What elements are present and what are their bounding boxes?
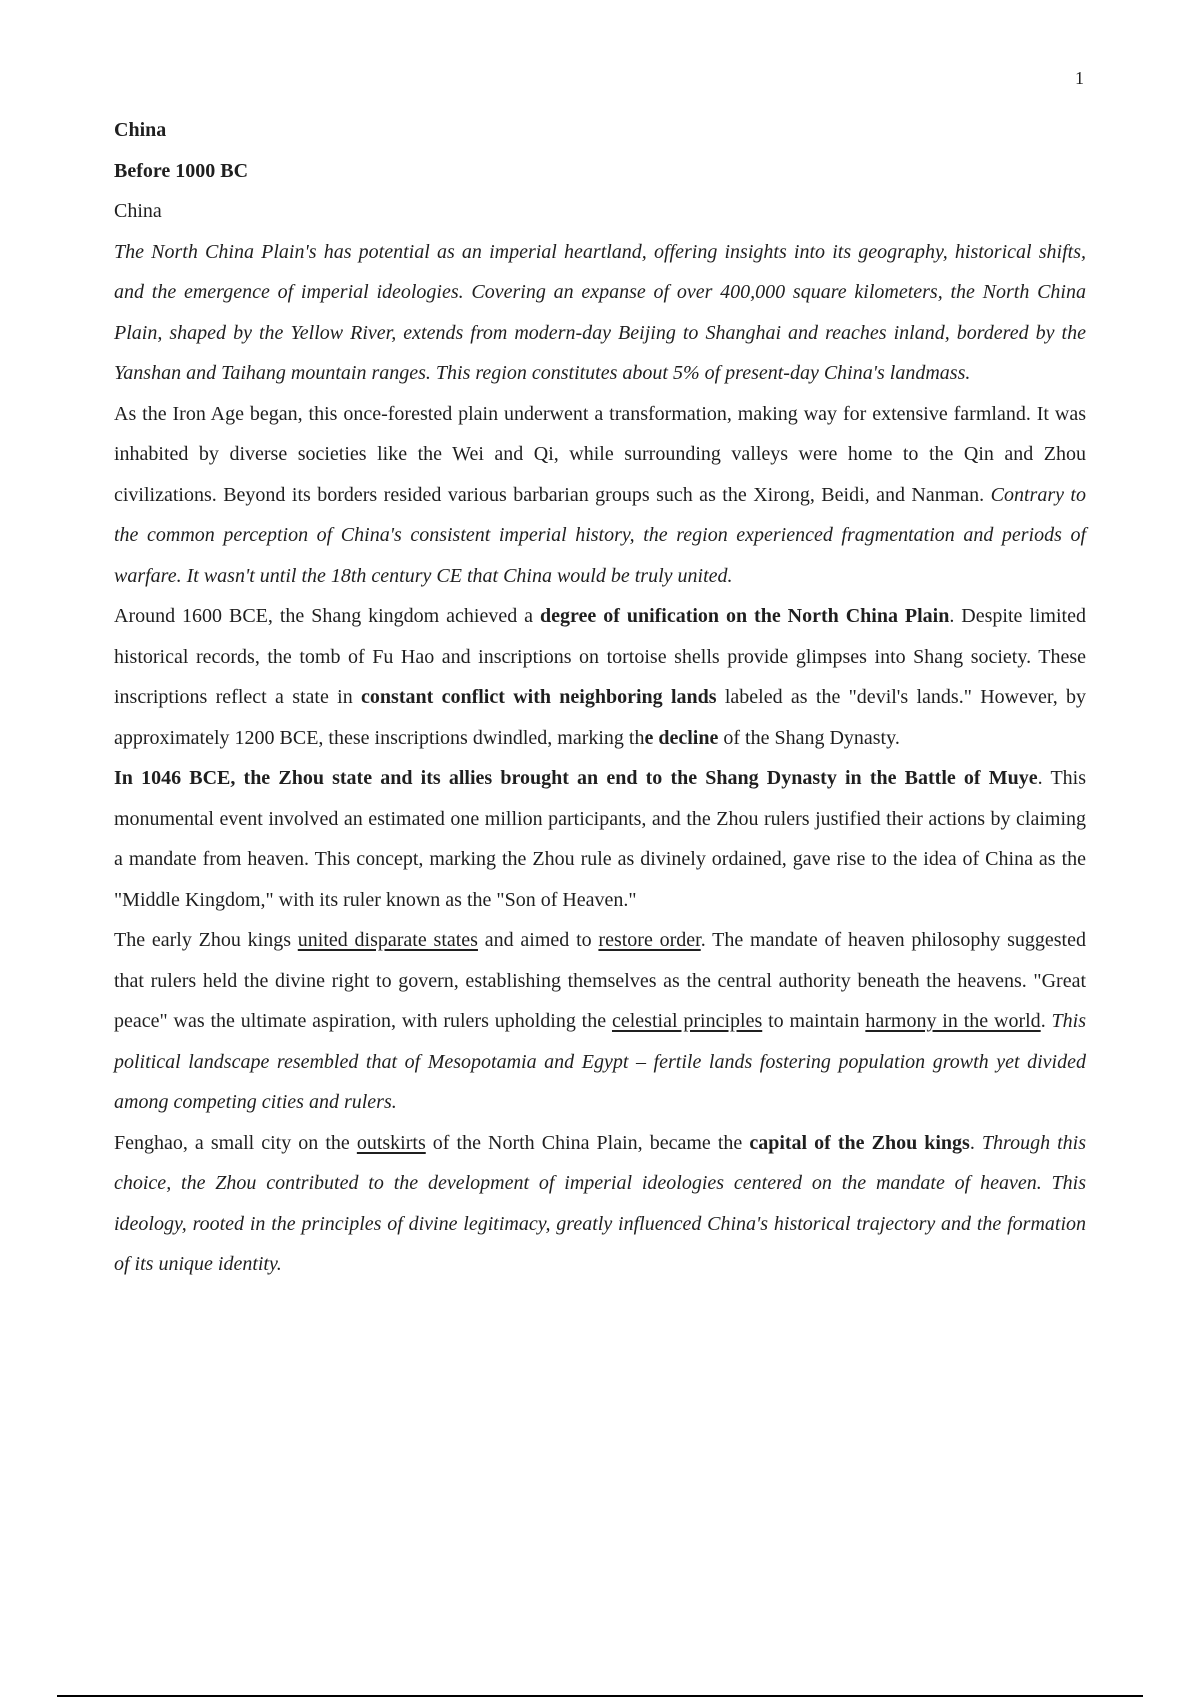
footer-divider (57, 1695, 1143, 1697)
underlined-text: united disparate states (297, 929, 478, 951)
paragraph-iron-age (114, 394, 1086, 597)
paragraph-mandate (114, 920, 1086, 1123)
text-run: . This monumental event involved an estimated one million participants, and the Zhou rulers justified their actions by claiming a mandate from heaven. This concept, marking the Zhou rule as divinely ordained, gave rise to the idea of China as the "Middle Kingdom," with its ruler known as the "Son of Heaven." (114, 767, 1087, 911)
underlined-text: celestial principles (611, 1010, 763, 1032)
document-body (114, 110, 1086, 1285)
paragraph-shang (114, 596, 1086, 758)
paragraph-fenghao (114, 1123, 1086, 1285)
bold-text: e decline (644, 726, 719, 749)
document-title: China (114, 119, 167, 141)
paragraph-geography (114, 232, 1086, 394)
paragraph-zhou-conquest (114, 758, 1086, 920)
underlined-text: restore order (598, 929, 701, 951)
text-run: . Despite limited historical records, the tomb of Fu Hao and inscriptions on tortoise shells provide glimpses into Shang society. These inscriptions reflect a state in (114, 605, 1086, 708)
text-run: Fenghao, a small city on the (114, 1131, 357, 1154)
italic-text: The North China Plain's has potential as an imperial heartland, offering insights into its geography, historical shifts, and the emergence of imperial ideologies. Covering an expanse of over 400,000 square kilometers, the North China Plain, shaped by the Yellow River, extends from modern-day Beijing to Shanghai and reaches inland, bordered by the Yanshan and Taihang mountain ranges. This region constitutes about 5% of present-day China's landmass. (114, 240, 1086, 384)
text-run: Around 1600 BCE, the Shang kingdom achieved a (114, 605, 541, 627)
italic-text: Through this choice, the Zhou contributed to the development of imperial ideologies centered on the mandate of heaven. This ideology, rooted in the principles of divine legitimacy, greatly influenced China's historical trajectory and the formation of its unique identity. (114, 1131, 1087, 1275)
text-run: . The mandate of heaven philosophy suggested that rulers held the divine right to govern, establishing themselves as the central authority beneath the heavens. "Great peace" was the ultimate aspiration, with rulers upholding the (114, 929, 1086, 1032)
section-heading: Before 1000 BC (114, 159, 249, 182)
bold-text: In 1046 BCE, the Zhou state and its allies brought an end to the Shang Dynasty in the Battle of Muye (114, 767, 1038, 789)
italic-text: Contrary to the common perception of China's consistent imperial history, the region experienced fragmentation and periods of warfare. It wasn't until the 18th century CE that China would be truly united. (114, 483, 1086, 587)
text-run: and aimed to (477, 929, 599, 951)
text-run: labeled as the "devil's lands." However, by approximately 1200 BCE, these inscriptions dwindled, marking th (114, 686, 1087, 749)
text-run: to maintain (762, 1010, 866, 1032)
text-run: . (1040, 1010, 1052, 1032)
text-run: of the Shang Dynasty. (718, 726, 900, 749)
italic-text: This political landscape resembled that of Mesopotamia and Egypt – fertile lands fostering population growth yet divided among competing cities and rulers. (114, 1010, 1087, 1113)
bold-text: capital of the Zhou kings (749, 1131, 970, 1154)
bold-text: constant conflict with neighboring lands (361, 686, 717, 708)
underlined-text: harmony in the world (865, 1010, 1041, 1032)
underlined-text: outskirts (356, 1131, 426, 1154)
text-run: The early Zhou kings (114, 929, 298, 951)
text-run: . (969, 1131, 982, 1154)
subsection-label: China (114, 200, 162, 222)
text-run: As the Iron Age began, this once-forested plain underwent a transformation, making way for extensive farmland. It was inhabited by diverse societies like the Wei and Qi, while surrounding valleys were home to the Qin and Zhou civilizations. Beyond its borders resided various barbarian groups such as the Xirong, Beidi, and Nanman. (114, 402, 1086, 506)
text-run: of the North China Plain, became the (425, 1131, 750, 1154)
bold-text: degree of unification on the North China Plain (540, 605, 950, 627)
page-number: 1 (1075, 68, 1084, 88)
